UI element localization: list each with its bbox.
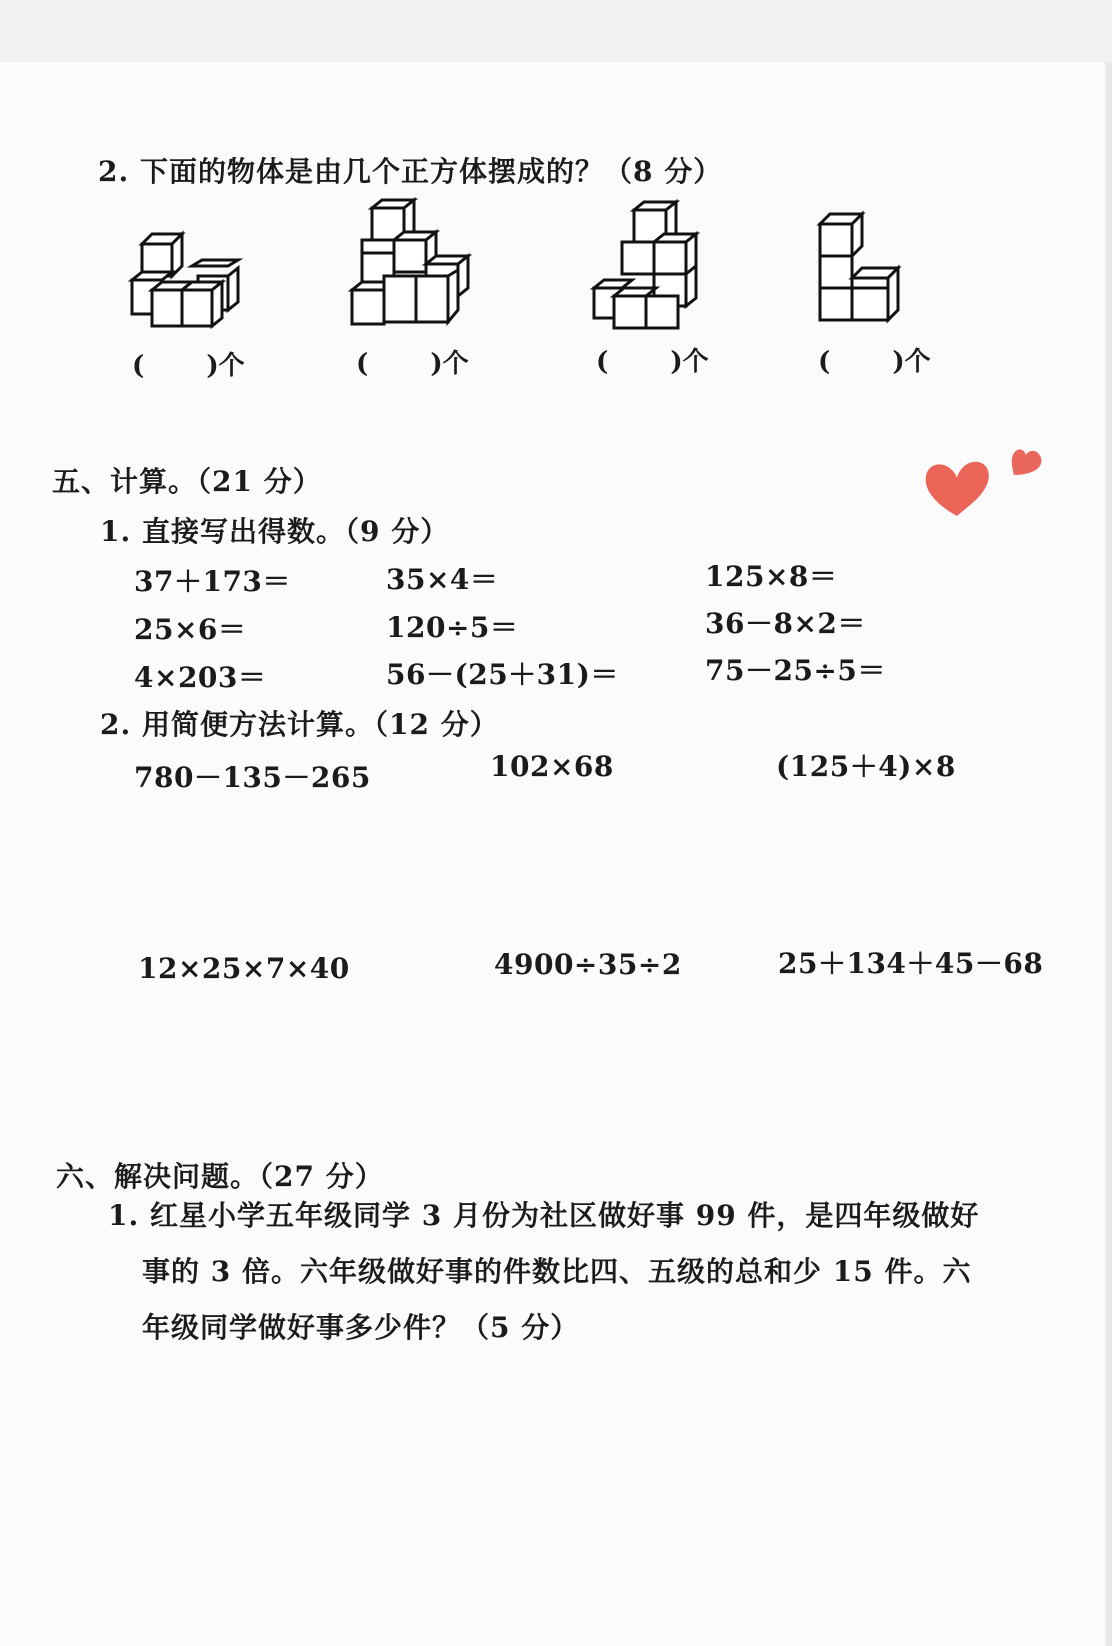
answer-blank-3[interactable]: ( )个 xyxy=(596,347,709,377)
problem-1-line-2: 事的 3 倍。六年级做好事的件数比四、五级的总和少 15 件。六 xyxy=(142,1255,972,1288)
calc-item: 4×203＝ xyxy=(134,661,267,694)
calc-item: 36－8×2＝ xyxy=(705,607,866,640)
calc-item: 120÷5＝ xyxy=(386,611,519,644)
heart-icon xyxy=(922,458,992,520)
simplify-item: 25＋134＋45－68 xyxy=(778,947,1044,980)
section-6-title: 六、解决问题。（27 分） xyxy=(56,1160,384,1193)
calc-item: 125×8＝ xyxy=(705,560,838,593)
section-5-sub-1-title: 1. 直接写出得数。（9 分） xyxy=(100,515,450,548)
cube-figure-4 xyxy=(818,212,918,324)
simplify-item: 102×68 xyxy=(490,750,614,783)
simplify-item: (125＋4)×8 xyxy=(776,750,956,783)
page-edge xyxy=(1106,62,1112,1646)
problem-1-line-3: 年级同学做好事多少件？（5 分） xyxy=(142,1311,580,1344)
simplify-item: 4900÷35÷2 xyxy=(494,948,682,981)
section-5-sub-2-title: 2. 用简便方法计算。（12 分） xyxy=(100,708,499,741)
simplify-item: 780－135－265 xyxy=(134,761,371,794)
top-bar xyxy=(0,0,1112,63)
calc-item: 56－(25＋31)＝ xyxy=(386,658,619,691)
answer-blank-4[interactable]: ( )个 xyxy=(818,347,931,377)
calc-item: 35×4＝ xyxy=(386,563,499,596)
cube-figure-1 xyxy=(130,230,250,340)
calc-item: 25×6＝ xyxy=(134,613,247,646)
cube-figure-2 xyxy=(350,198,485,333)
section-5-title: 五、计算。（21 分） xyxy=(52,465,322,498)
calc-item: 75－25÷5＝ xyxy=(705,654,886,687)
simplify-item: 12×25×7×40 xyxy=(138,952,350,985)
cube-figure-3 xyxy=(592,200,717,335)
calc-item: 37＋173＝ xyxy=(134,565,291,598)
question-2-title: 2. 下面的物体是由几个正方体摆成的？（8 分） xyxy=(98,155,723,188)
small-heart-icon xyxy=(1008,445,1048,481)
answer-blank-1[interactable]: ( )个 xyxy=(132,351,245,381)
answer-blank-2[interactable]: ( )个 xyxy=(356,349,469,379)
problem-1-line-1: 1. 红星小学五年级同学 3 月份为社区做好事 99 件，是四年级做好 xyxy=(108,1199,980,1232)
